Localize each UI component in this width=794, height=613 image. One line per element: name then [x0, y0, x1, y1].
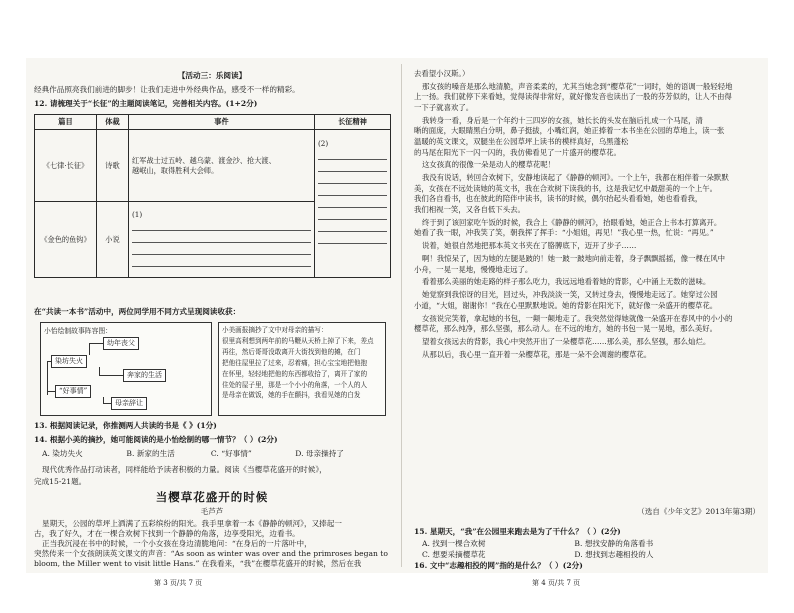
page-gutter	[401, 64, 402, 567]
excerpt-line: 把他往屋里拉了过来，忍着痛，担心宝宝地把他抱	[222, 358, 368, 367]
option[interactable]: D. 母亲操持了	[295, 449, 344, 458]
story-line: 的马尾在阳光下一闪一闪的，我仿佛看见了一片盛开的樱草花。	[414, 147, 621, 157]
options-row	[42, 448, 390, 459]
story-line: 说着，她很自然地把那本英文书夹在了胳膊底下，迈开了步子……	[422, 241, 637, 251]
map-connector	[89, 343, 103, 344]
map-title: 小怡绘制故事阵容图：	[44, 327, 112, 335]
story-line: 啊！我惊呆了，因为她的左腿是跛的！她一跛一跛地向前走着，身子飘飘摇摇，像一棵在风中	[422, 254, 726, 263]
story-line: 望着女孩远去的背影，我心中突然开出了一朵樱草花……那么美，那么坚强，那么灿烂。	[422, 337, 711, 346]
story-line: 樱草花，那么纯净，那么坚强，那么动人。在不远的地方，她的书包一晃一晃地，那么美好。	[414, 324, 718, 334]
table-cell-genre: 诗歌	[97, 130, 129, 202]
story-map	[40, 322, 212, 416]
answer-line[interactable]	[318, 187, 387, 196]
table-header: 体裁	[97, 115, 129, 130]
story-line: 我们各自看书，也在彼此的陪伴中读书，读书的时候，偶尔抬起头看看她，她也看看我，	[414, 194, 703, 204]
excerpt-box	[218, 322, 386, 416]
page-number-left: 第 3 页/共 7 页	[154, 579, 203, 587]
story-line: 这女孩真的很像一朵是动人的樱草花呢！	[422, 160, 556, 170]
reading-intro: 完成15-21题。	[34, 477, 87, 486]
option[interactable]: B. 新家的生活	[126, 449, 175, 458]
story-title: 当樱草花盛开的时候	[155, 490, 269, 504]
section-title: 【活动三：乐阅读】	[177, 71, 247, 80]
answer-line[interactable]	[132, 222, 311, 231]
answer-line[interactable]	[132, 246, 311, 255]
reading-intro: 现代优秀作品打动读者，同样能给予读者积极的力量。阅读《当樱草花盛开的时候》，	[42, 465, 327, 474]
table-cell-event[interactable]	[129, 202, 315, 278]
map-connector	[89, 343, 90, 355]
story-line: 去看望小汉斯。）	[414, 69, 470, 78]
question-12: 12. 请梳理关于“长征”的主题阅读笔记，完善相关内容。(1+2分)	[34, 99, 258, 108]
table-cell-event	[129, 130, 315, 202]
story-line: 小道，“大姐，谢谢你！”我在心里默默地说。她的背影在阳光下，就好像一朵盛开的樱草花。	[414, 300, 718, 310]
answer-line[interactable]	[318, 235, 387, 244]
story-line: 她觉察到我惊讶的目光，回过头，冲我淡淡一笑，又转过身去，慢慢地走远了。她穿过公园	[422, 290, 718, 300]
question-13: 13. 根据阅读记录，你推测两人共读的书是《 》(1分)	[34, 421, 217, 430]
table-header-row	[35, 115, 391, 130]
source-citation: （选自《少年文艺》2013年第3期）	[637, 507, 760, 516]
event-line: 越岷山，取得胜利大会师。	[132, 165, 219, 175]
story-line: 突然传来一个女孩朗读英文课文的声音：“As soon as winter was over and the primroses began to	[34, 549, 388, 558]
answer-line[interactable]	[318, 199, 387, 208]
page-number-right: 第 4 页/共 7 页	[532, 579, 581, 587]
option[interactable]: A. 染坊失火	[42, 449, 83, 458]
map-connector	[103, 403, 111, 404]
story-line: 她看了我一眼，冲我笑了笑，朝我挥了挥手：“小姐姐，再见！”我心里一热，忙说：“再见。”	[414, 228, 714, 238]
event-line: 红军战士过五岭、越乌蒙、渡金沙、抢大渡、	[132, 155, 276, 165]
map-node: 母亲辞让	[111, 397, 147, 410]
story-line: 那女孩的嗓音是那么地清脆，声音柔柔的，尤其当她念到“樱草花”一词时，她的语调一般轻轻地	[422, 81, 733, 91]
map-node: 染坊失火	[51, 355, 87, 368]
excerpt-line: 再往，然后哥哥没敢离开大街找到他的摊，在门	[222, 347, 361, 356]
answer-line[interactable]	[318, 163, 387, 172]
options-row	[422, 549, 760, 560]
excerpt-line: 是母亲在做饭，她的手在颤抖，我看见她的白发	[222, 391, 361, 400]
story-line: bloom, the Miller went to visit little Hans.” 在我看来，“我”在樱草花盛开的时候，然后在我	[34, 559, 362, 568]
story-line: 我们相视一笑，又各自低下头去。	[414, 205, 525, 214]
table-header: 长征精神	[315, 115, 391, 130]
story-line: 女孩说完笑着，拿起她的书包，一颠一颠地走了。我突然觉得她就像一朵盛开在春风中的小小的	[422, 313, 733, 323]
reading-notes-table	[34, 114, 391, 278]
options-row	[422, 538, 760, 549]
option[interactable]: C. “好事情”	[210, 449, 252, 458]
option[interactable]: C. 想要采摘樱草花	[422, 550, 486, 559]
story-line: 上一扬。我们就停下来看她，觉得读得非常好，就好像发音也读出了一股的芬芳似的，让人不由得	[414, 92, 732, 102]
table-header: 篇目	[35, 115, 97, 130]
option[interactable]: B. 想找安静的角落看书	[574, 539, 654, 548]
spirit-label: (2)	[318, 139, 329, 148]
story-line: 温暖的英文课文，双腿坐在公园草坪上读书的模样真好，乌黑蓬松	[414, 137, 629, 146]
answer-line[interactable]	[318, 151, 387, 160]
excerpt-line: 很里高利想到两年前的马鞭从天桥上掉了下来，差点	[222, 336, 374, 345]
question-15: 15. 星期天，“我”在公园里来跑去是为了干什么？（ ）(2分)	[414, 527, 621, 536]
map-node: “好事情”	[55, 385, 91, 398]
story-line: 看着那么美丽的她走路的样子那么吃力，我远远地看着她的背影，心中涌上无数的滋味。	[422, 277, 711, 287]
map-connector	[99, 375, 123, 376]
excerpt-line: 在怀里，轻轻地把他的东西都收拾了，离开了家的	[222, 369, 368, 378]
story-line: 一下子就喜欢了。	[414, 103, 474, 112]
excerpt-line: 住处的屋子里，那是一个小小的角落，一个人的人	[222, 380, 368, 389]
page-3	[26, 58, 398, 573]
story-line: 终于到了该回家吃午饭的时候，我合上《静静的顿河》，抬眼看她，她正合上书本打算离开。	[422, 217, 722, 227]
story-line: 星期天，公园的草坪上洒满了五彩缤纷的阳光。我手里拿着一本《静静的顿河》，又捧起一	[42, 519, 342, 528]
event-label: (1)	[132, 209, 143, 219]
table-header: 事件	[129, 115, 315, 130]
answer-line[interactable]	[132, 258, 311, 267]
table-cell-spirit[interactable]	[315, 130, 391, 278]
story-line: 从那以后，我心里一直开着一朵樱草花，那是一朵不会凋谢的樱草花。	[422, 349, 652, 359]
option[interactable]: A. 找到一棵合欢树	[422, 539, 486, 548]
answer-line[interactable]	[318, 175, 387, 184]
table-cell-title: 《七律·长征》	[35, 130, 97, 202]
map-connector	[47, 361, 48, 395]
map-node: 幼年丧父	[103, 337, 139, 350]
story-line: 古，我了好久，才在一棵合欢树下找到一个静静的角落，边享受阳光，边看书。	[34, 529, 300, 538]
table-cell-title: 《金色的鱼钩》	[35, 202, 97, 278]
exam-sheet	[26, 58, 768, 573]
map-node: 奔家的生活	[123, 369, 166, 382]
answer-line[interactable]	[318, 223, 387, 232]
story-line: 我转身一看，身后是一个年约十三四岁的女孩，她长长的头发在脑后扎成一个马尾，清	[422, 115, 703, 125]
activity-note: 在“共读一本书”活动中，两位同学用不同方式呈现阅读收获：	[34, 307, 241, 316]
option[interactable]: D. 想找到志趣相投的人	[574, 550, 654, 559]
question-16: 16. 文中“志趣相投的网”指的是什么？（ ）(2分)	[414, 561, 583, 570]
table-row	[35, 130, 391, 202]
story-author: 毛芦芦	[200, 507, 224, 516]
story-line: 美，女孩在不远处读她的英文书，我在合欢树下读我的书，这是我记忆中最甜美的一个上午。	[414, 183, 718, 193]
page-4	[406, 58, 768, 573]
excerpt-line: 小美画报摘抄了文中对母亲的描写：	[222, 326, 328, 334]
map-connector	[47, 391, 55, 392]
map-connector	[47, 361, 51, 362]
answer-line[interactable]	[132, 234, 311, 243]
answer-line[interactable]	[318, 211, 387, 220]
map-connector	[99, 367, 100, 375]
story-line: 我没有说话，转回合欢树下，安静地读起了《静静的顿河》。一个上午，我都在相伴着一朵默默	[422, 173, 729, 183]
section-intro: 经典作品照亮我们前进的脚步！让我们走进中外经典作品，感受不一样的精彩。	[34, 85, 300, 94]
question-14: 14. 根据小美的摘抄，她可能阅读的是小怡绘制的哪一情节？（ ）(2分)	[34, 435, 278, 444]
story-line: 小舟，一晃一晃地，慢慢地走远了。	[414, 264, 533, 274]
table-cell-genre: 小说	[97, 202, 129, 278]
story-line: 正当我沉浸在书中的时候，一个小女孩在身边清脆地问：“在身后的一片落叶中，	[42, 539, 312, 548]
story-line: 晰的面庞，大眼睛黑白分明，鼻子挺拔，小嘴红润，她正捧着一本书坐在公园的草地上，读一张	[414, 126, 725, 136]
